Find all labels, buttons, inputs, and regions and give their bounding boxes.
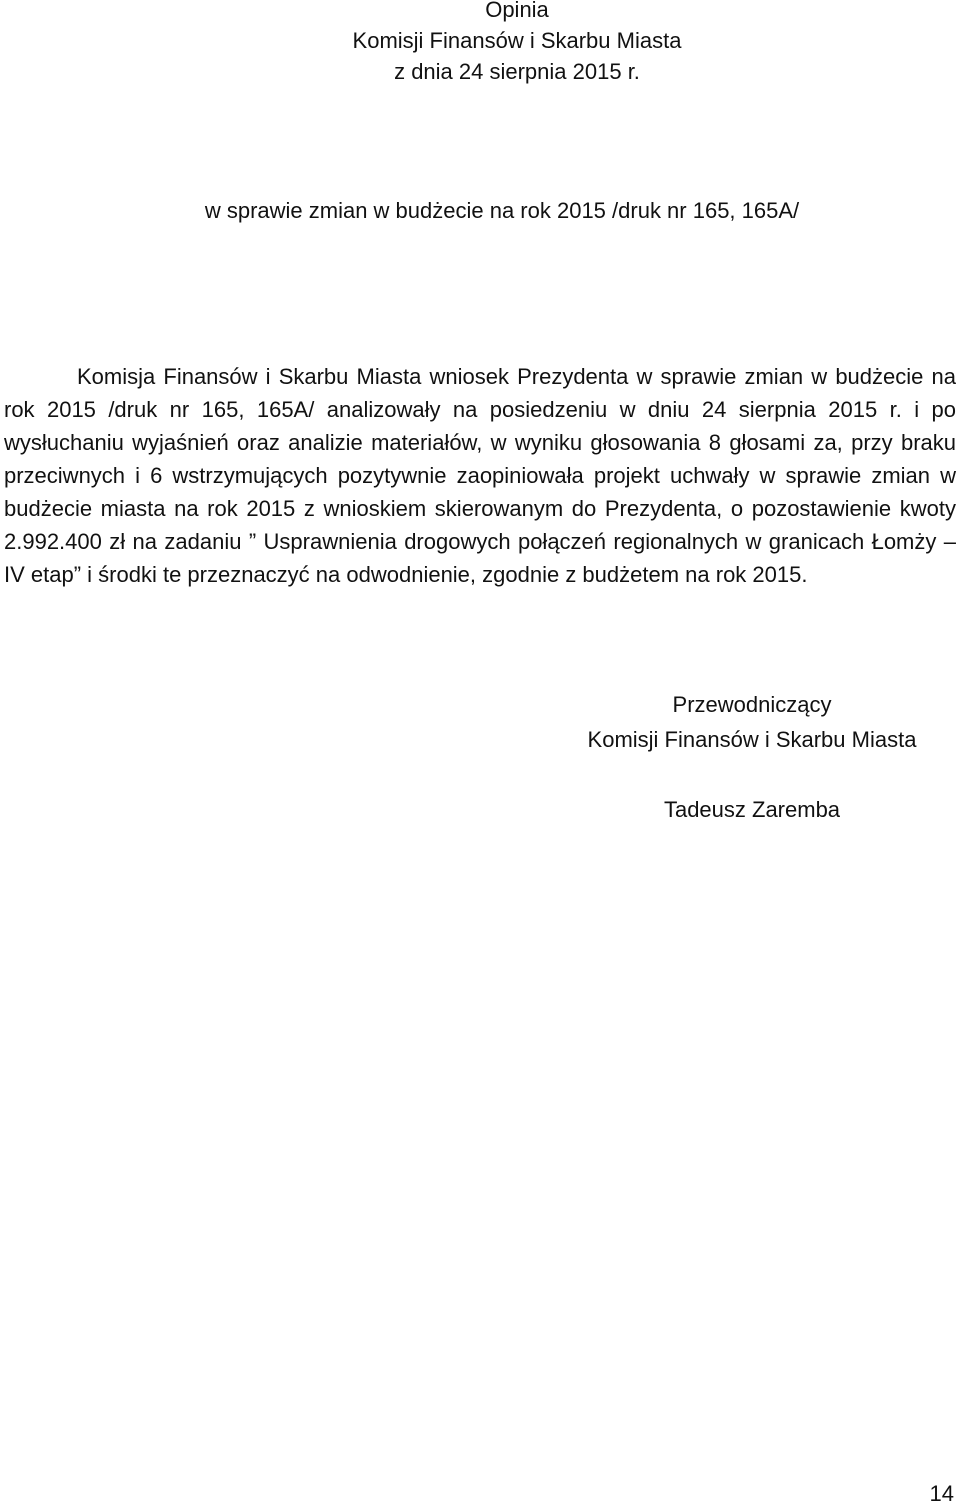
- body-paragraph: Komisja Finansów i Skarbu Miasta wniosek Prezydenta w sprawie zmian w budżecie na rok 2015 /druk nr 165, 165A/ analizowały na posiedzeniu w dniu 24 sierpnia 2015 r. i po wysłuchaniu wyjaśnień oraz analizie materiałów, w wyniku głosowania 8 głosami za, przy braku przeciwnych i 6 wstrzymujących pozytywnie zaopiniowała projekt uchwały w sprawie zmian w budżecie miasta na rok 2015 z wnioskiem skierowanym do Prezydenta, o pozostawienie kwoty 2.992.400 zł na zadaniu ” Usprawnienia drogowych połączeń regionalnych w granicach Łomży – IV etap” i środki te przeznaczyć na odwodnienie, zgodnie z budżetem na rok 2015.: [4, 364, 956, 587]
- document-subject: w sprawie zmian w budżecie na rok 2015 /druk nr 165, 165A/: [204, 198, 800, 223]
- signature-body: Komisji Finansów i Skarbu Miasta: [587, 727, 917, 752]
- document-date: z dnia 24 sierpnia 2015 r.: [394, 59, 640, 84]
- signature-spacer: [542, 757, 960, 792]
- document-type: Opinia: [485, 0, 549, 22]
- signature-title: Przewodniczący: [672, 692, 832, 717]
- page-number: 14: [929, 1481, 954, 1506]
- document-header: [0, 0, 960, 87]
- issuing-body: Komisji Finansów i Skarbu Miasta: [352, 28, 682, 53]
- signature-block: [542, 687, 960, 827]
- signature-name: Tadeusz Zaremba: [663, 797, 841, 822]
